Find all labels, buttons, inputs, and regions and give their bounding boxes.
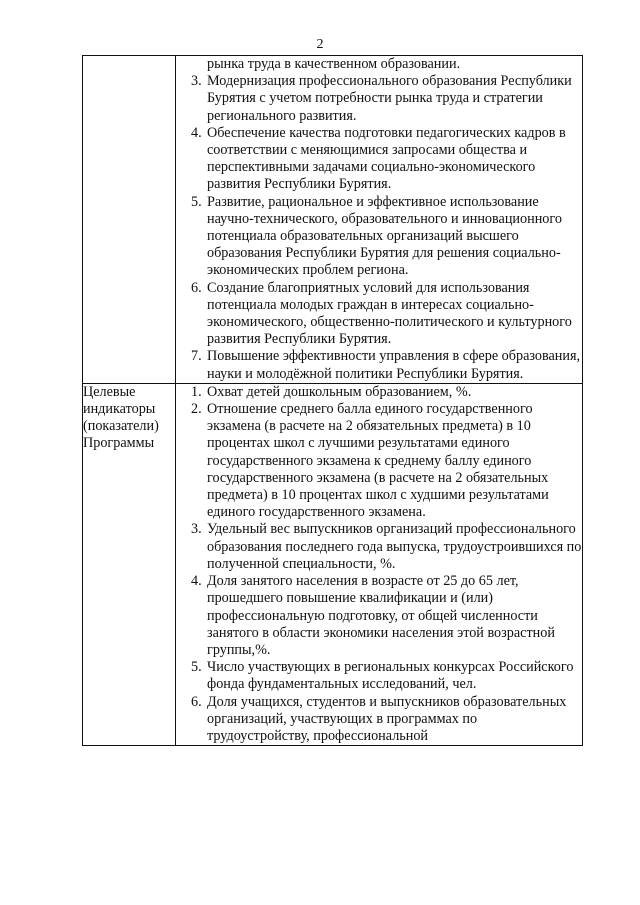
program-passport-table xyxy=(82,55,583,746)
list-item: 2. Отношение среднего балла единого государственного экзамена (в расчете на 2 обязательных предмета) в 10 процентах школ с лучшими результатами единого государственного экзамена к среднему баллу единого государственного экзамена (в расчете на 2 обязательных предмета) в 10 процентах школ с худшими результатами единого государственного экзамена. xyxy=(191,401,549,521)
table-row-tasks xyxy=(83,56,583,384)
list-item: 5. Число участвующих в региональных конкурсах Российского фонда фундаментальных исследований, чел. xyxy=(191,659,574,693)
indicators-label-line: (показатели) xyxy=(83,418,159,435)
tasks-continuation-text: рынка труда в качественном образовании. xyxy=(207,56,461,72)
indicators-label-line: Целевые xyxy=(83,383,136,400)
tasks-label-cell xyxy=(83,56,176,384)
indicators-label-line: индикаторы xyxy=(83,401,156,418)
list-item: 6. Создание благоприятных условий для использования потенциала молодых граждан в интересах социально-экономического, общественно-политического и культурного развития Республики Бурятия. xyxy=(191,279,572,348)
indicators-label-cell xyxy=(83,383,176,745)
indicators-list xyxy=(176,384,582,745)
tasks-list-cell xyxy=(176,56,583,384)
list-item: 7. Повышение эффективности управления в сфере образования, науки и молодёжной политики Республики Бурятия. xyxy=(191,348,581,382)
list-item: 3. Удельный вес выпускников организаций профессионального образования последнего года выпуска, трудоустроившихся по полученной специальности, %. xyxy=(191,521,582,572)
list-item: 6. Доля учащихся, студентов и выпускников образовательных организаций, участвующих в программах по трудоустройству, профессиональной xyxy=(191,693,567,744)
table-row-indicators xyxy=(83,383,583,745)
list-item: 4. Обеспечение качества подготовки педагогических кадров в соответствии с меняющимися запросами общества и перспективными задачами социально-экономического развития Республики Бурятия. xyxy=(191,124,566,193)
list-item: 1. Охват детей дошкольным образованием, %. xyxy=(191,383,472,400)
indicators-list-cell xyxy=(176,383,583,745)
page-number: 2 xyxy=(316,37,324,52)
indicators-label-line: Программы xyxy=(83,435,155,452)
list-item: 5. Развитие, рациональное и эффективное использование научно-технического, образовательного и инновационного потенциала образовательных организаций высшего образования Республики Бурятия для решения социально-экономических проблем региона. xyxy=(191,193,562,279)
tasks-list xyxy=(176,73,582,383)
list-item: 4. Доля занятого населения в возрасте от 25 до 65 лет, прошедшего повышение квалификации и (или) профессиональную подготовку, от общей численности занятого в области экономики населения этой возрастной группы,%. xyxy=(191,573,555,658)
list-item: 3. Модернизация профессионального образования Республики Бурятия с учетом потребности рынка труда и стратегии регионального развития. xyxy=(191,73,572,124)
